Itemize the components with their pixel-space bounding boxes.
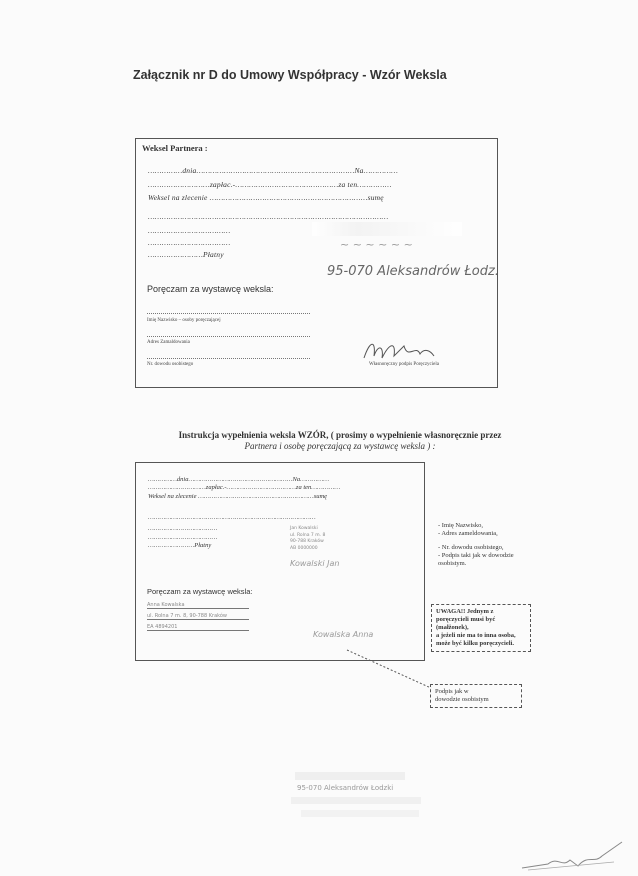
example-line-order: Weksel na zlecenie ……………………………………………………sumę: [148, 493, 328, 500]
example-line-blank-2: ………………………………: [148, 534, 218, 541]
example-guarantee-heading: Poręczam za wystawcę weksla:: [147, 587, 253, 596]
example-line-payment: …………………………zapłac.-………………………………za ten……………: [148, 484, 341, 491]
warning-line-3: (małżonek),: [436, 624, 469, 631]
form-line-blank-1: ………………………………: [148, 226, 231, 235]
guarantor-signature-label: Własnoręczny podpis Poręczyciela: [369, 362, 439, 367]
handwritten-address: 95-070 Aleksandrów Łodz.: [327, 264, 499, 279]
example-issuer-signature: Kowalski Jan: [290, 559, 340, 568]
warning-line-4: a jeżeli nie ma to inna osoba,: [436, 632, 516, 639]
form-line-payment: ………………………zapłac.-………………………………………za ten……………: [148, 180, 392, 189]
warning-box: [431, 604, 531, 652]
warning-line-2: poręczycieli musi być: [436, 616, 496, 623]
footer-stamp: [285, 772, 435, 824]
guarantor-id-line: [147, 358, 310, 359]
bill-form-partner: [135, 138, 498, 388]
page-signature-drawing: [518, 838, 628, 874]
handwriting-scribble: ~ ~ ~ ~ ~ ~: [340, 238, 413, 251]
guarantor-id-label: Nr. dowodu osobistego: [147, 362, 194, 367]
footer-stamp-address: 95-070 Aleksandrów Łodzki: [297, 784, 394, 792]
stamp-id: AB 0000000: [290, 545, 318, 551]
form-line-payable: ……………………Płatny: [148, 250, 224, 259]
guarantor-name-label: Imię Nazwisko – osoby poręczającej: [147, 318, 221, 323]
example-stamp: [290, 526, 325, 552]
side-note-address: - Adres zameldowania,: [438, 530, 498, 537]
guarantor-address-line: [147, 336, 310, 337]
redaction-bar-3: [301, 810, 419, 817]
page-title: Załącznik nr D do Umowy Współpracy - Wzór Weksla: [133, 68, 447, 82]
redacted-area: [312, 222, 462, 236]
example-guarantor-signature: Kowalska Anna: [313, 630, 374, 639]
redaction-bar-1: [295, 772, 405, 780]
form-line-date: ……………dnia……………………………………………………………Na……………: [148, 166, 398, 175]
callout-box: [430, 684, 522, 708]
side-note-signature-cont: osobistym.: [438, 560, 467, 567]
bill-form-example: [135, 462, 425, 661]
form-header: Weksel Partnera :: [142, 143, 208, 153]
example-line-payable: ……………………Płatny: [148, 542, 212, 549]
redaction-bar-2: [291, 797, 421, 804]
callout-line-1: Podpis jak w: [435, 688, 469, 695]
stamp-street: ul. Rolna 7 m. 8: [290, 532, 326, 538]
warning-line-5: może być kilku poręczycieli.: [436, 640, 514, 647]
side-note-signature: - Podpis taki jak w dowodzie: [438, 552, 514, 559]
example-guarantor-address: ul. Rolna 7 m. 8, 90-788 Kraków: [147, 613, 249, 620]
form-line-order: Weksel na zlecenie ……………………………………………………………sumę: [148, 193, 384, 202]
form-line-blank-2: ………………………………: [148, 238, 231, 247]
example-line-blank-1: ………………………………: [148, 525, 218, 532]
instruction-line-2: Partnera i osobę poręczającą za wystawcę weksla ) :: [244, 441, 436, 451]
warning-line-1: UWAGA!! Jednym z: [436, 608, 494, 615]
side-notes: [438, 522, 514, 568]
guarantor-address-label: Adres Zamaldowania: [147, 340, 190, 345]
guarantor-name-line: [147, 313, 310, 314]
guarantor-signature-drawing: [360, 336, 440, 364]
example-line-date: ……………dnia………………………………………………Na……………: [148, 476, 329, 483]
example-guarantor-name: Anna Kowalska: [147, 602, 249, 609]
form-line-amount: ……………………………………………………………………………………………: [148, 212, 389, 221]
example-guarantor-id: EA 4894201: [147, 624, 249, 631]
stamp-city: 90-788 Kraków: [290, 539, 324, 544]
example-line-amount: ……………………………………………………………………………: [148, 514, 316, 521]
stamp-name: Jan Kowalski: [290, 526, 318, 531]
side-note-id: - Nr. dowodu osobistego,: [438, 544, 504, 551]
callout-line-2: dowodzie osobistym: [435, 696, 489, 703]
side-note-name: - Imię Nazwisko,: [438, 522, 483, 529]
instruction-line-1: Instrukcja wypełnienia weksla WZÓR, ( prosimy o wypełnienie własnoręcznie przez: [178, 430, 502, 440]
guarantee-heading: Poręczam za wystawcę weksla:: [147, 284, 274, 294]
callout-arrow: [345, 648, 435, 693]
instruction-heading: [160, 430, 520, 452]
